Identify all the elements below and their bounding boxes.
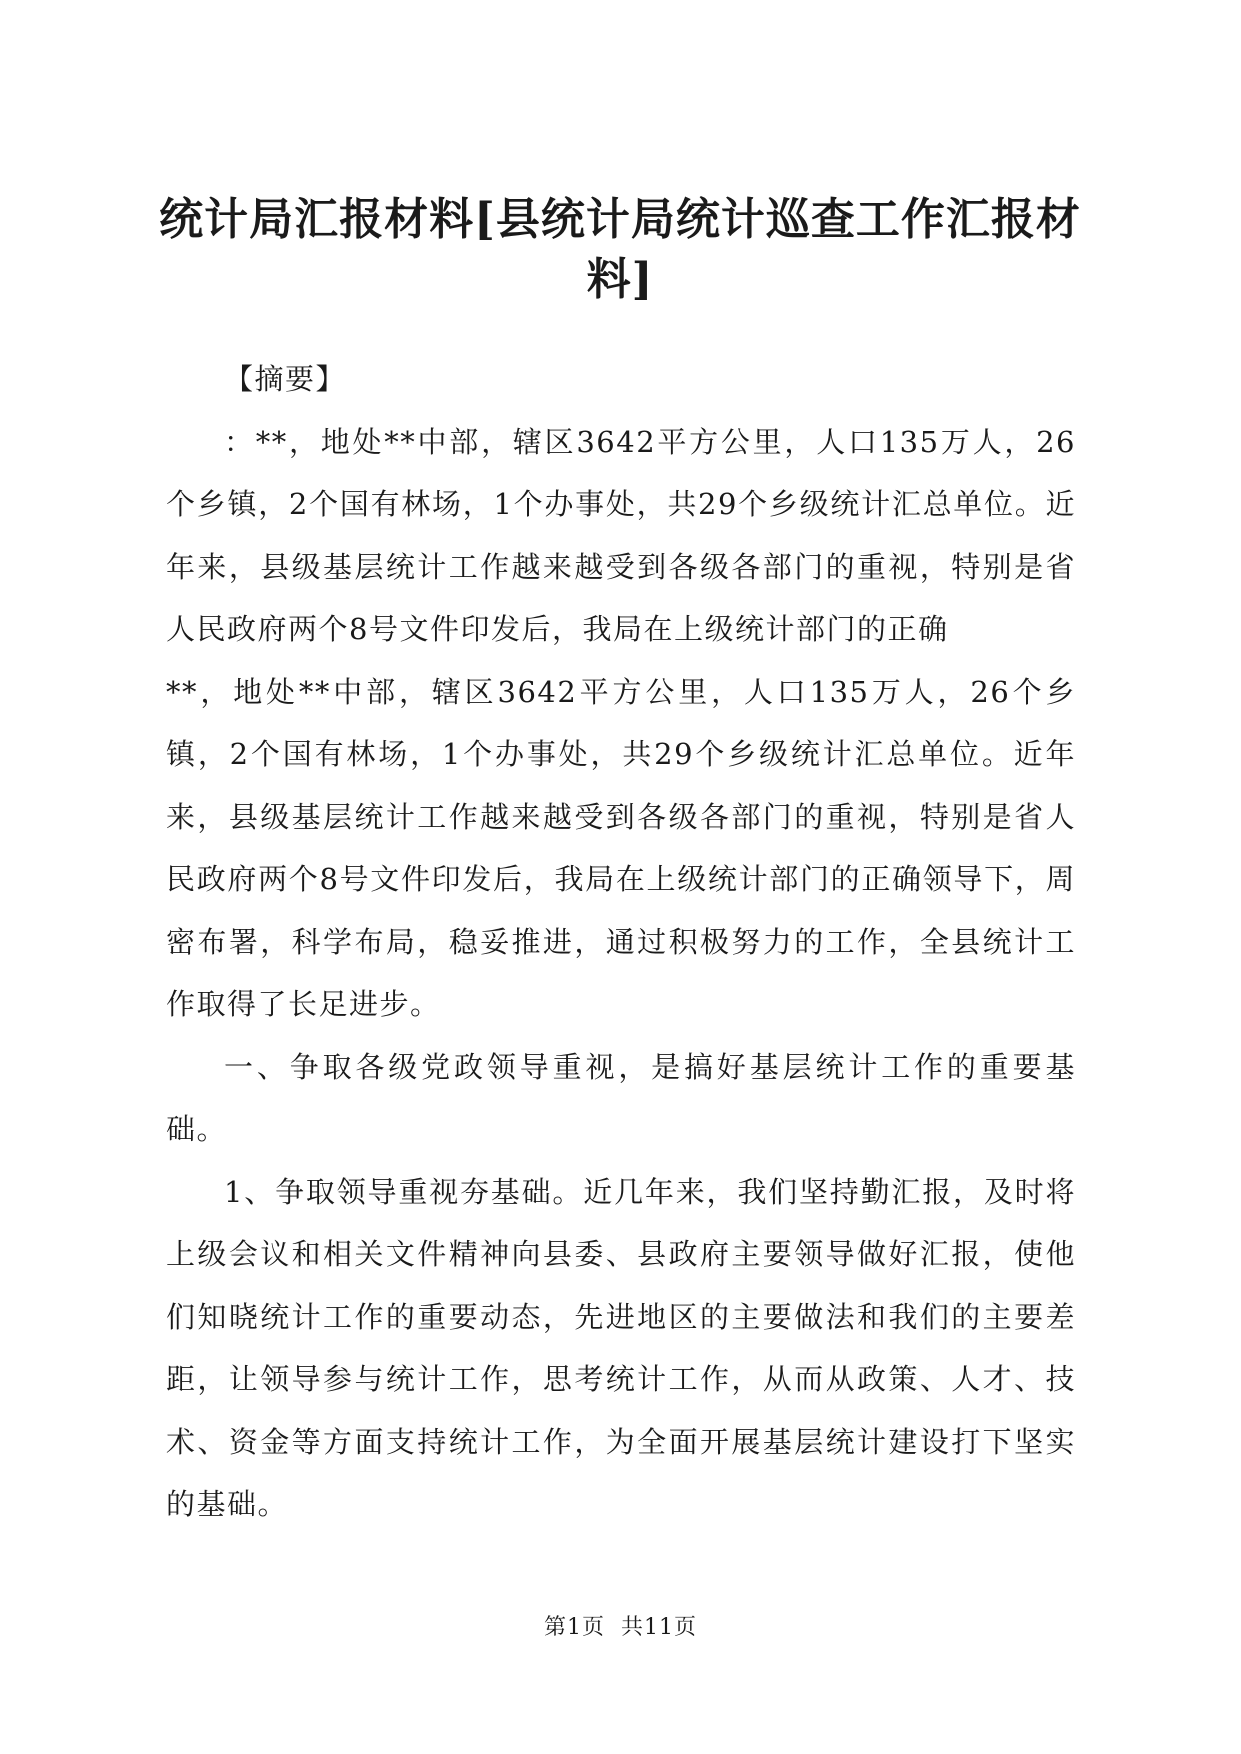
abstract-label: 【摘要】	[224, 362, 347, 396]
paragraph-section-1: 1、争取领导重视夯基础。近几年来，我们坚持勤汇报，及时将上级会议和相关文件精神向县委、县政府主要领导做好汇报，使他们知晓统计工作的重要动态，先进地区的主要做法和我们的主要差距，让领导参与统计工作，思考统计工作，从而从政策、人才、技术、资金等方面支持统计工作，为全面开展基层统计建设打下坚实的基础。	[166, 1174, 1076, 1521]
paragraph-abstract: ：**，地处**中部，辖区3642平方公里，人口135万人，26个乡镇，2个国有林场，1个办事处，共29个乡级统计汇总单位。近年来，县级基层统计工作越来越受到各级各部门的重视，特别是省人民政府两个8号文件印发后，我局在上级统计部门的正确	[166, 424, 1076, 646]
page-footer	[0, 1610, 1241, 1641]
paragraph-intro: **，地处**中部，辖区3642平方公里，人口135万人，26个乡镇，2个国有林场，1个办事处，共29个乡级统计汇总单位。近年来，县级基层统计工作越来越受到各级各部门的重视，特别是省人民政府两个8号文件印发后，我局在上级统计部门的正确领导下，周密布署，科学布局，稳妥推进，通过积极努力的工作，全县统计工作取得了长足进步。	[166, 674, 1076, 1021]
document-title: 统计局汇报材料[县统计局统计巡查工作汇报材料]	[159, 194, 1081, 305]
page-total: 共11页	[621, 1615, 697, 1640]
page-number: 第1页	[544, 1615, 605, 1640]
document-body	[166, 348, 1076, 1536]
paragraph-section-heading: 一、争取各级党政领导重视，是搞好基层统计工作的重要基础。	[166, 1049, 1076, 1146]
